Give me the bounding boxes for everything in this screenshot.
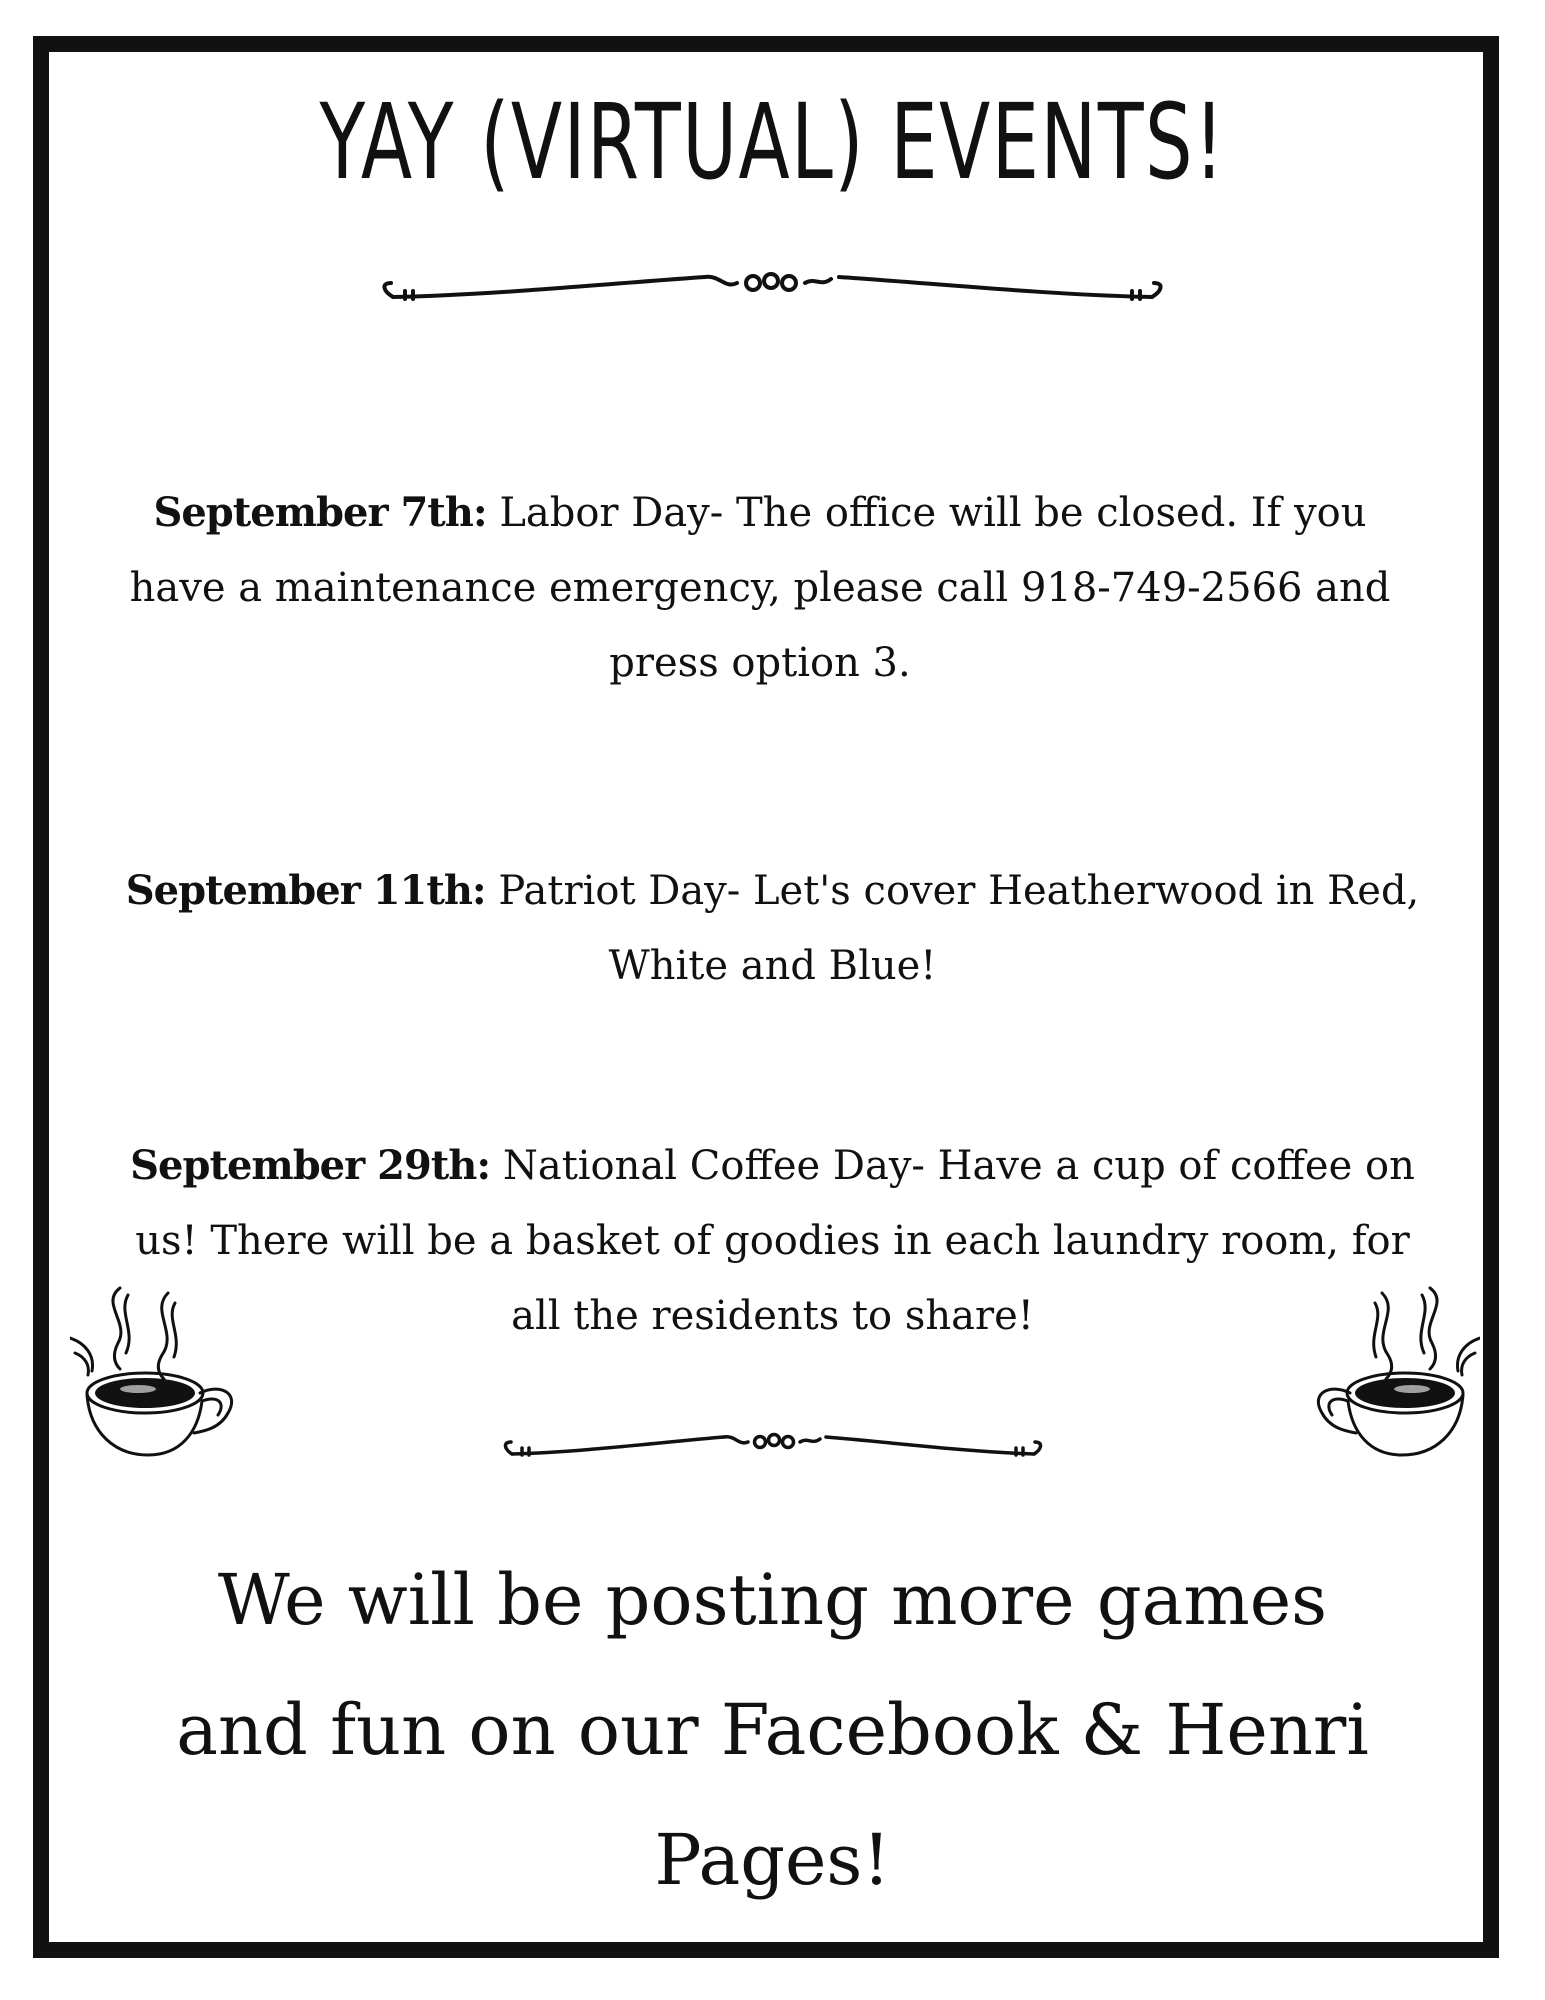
event-description: National Coffee Day- Have a cup of coffee on us! There will be a basket of goodies in each laundry room, for all the residents to share!	[135, 1143, 1415, 1339]
event-description: Labor Day- The office will be closed. If you have a maintenance emergency, please call 918-749-2566 and press option 3.	[129, 490, 1391, 686]
coffee-cup-icon	[70, 1283, 245, 1468]
event-patriot-day	[110, 853, 1435, 1004]
event-coffee-day	[110, 1128, 1435, 1354]
event-date: September 29th:	[130, 1142, 491, 1189]
flourish-divider-icon	[498, 1418, 1048, 1468]
event-description: Patriot Day- Let's cover Heatherwood in Red, White and Blue!	[485, 868, 1420, 989]
event-date: September 7th:	[153, 489, 487, 536]
closing-message: We will be posting more games and fun on our Facebook & Henri Pages!	[176, 1559, 1369, 1901]
event-date: September 11th:	[125, 867, 486, 914]
event-labor-day	[125, 475, 1395, 701]
page-title: YAY (VIRTUAL) EVENTS!	[319, 81, 1226, 203]
flourish-divider-icon	[375, 255, 1170, 315]
coffee-cup-icon	[1305, 1283, 1480, 1468]
